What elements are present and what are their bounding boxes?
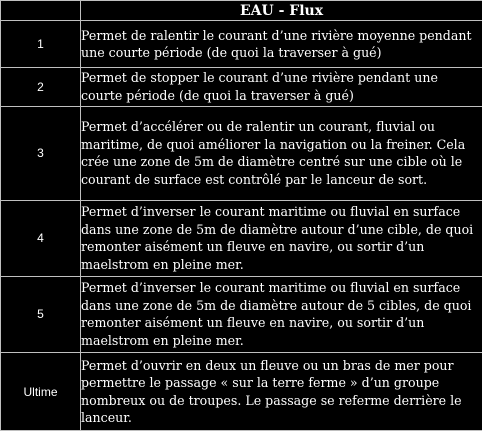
- description-cell: Permet d’inverser le courant maritime ou fluvial en surface dans une zone de 5m de diamètre autour de 5 cibles, de quoi remonter aisément un fleuve en navire, ou sortir d’un maelstrom en pleine mer.: [81, 276, 482, 353]
- level-cell: 1: [1, 21, 81, 68]
- description-cell: Permet d’inverser le courant maritime ou fluvial en surface dans une zone de 5m de diamètre autour d’une cible, de quoi remonter aisément un fleuve en navire, ou sortir d’un maelstrom en pleine mer.: [81, 200, 482, 276]
- description-cell: Permet d’ouvrir en deux un fleuve ou un bras de mer pour permettre le passage « sur la terre ferme » d’un groupe nombreux ou de troupes. Le passage se referme derrière le lanceur.: [81, 353, 482, 431]
- level-cell: 3: [1, 106, 81, 200]
- description-cell: Permet de stopper le courant d’une rivière pendant une courte période (de quoi la traverser à gué): [81, 68, 482, 107]
- table-row: [1, 106, 482, 200]
- level-cell: 2: [1, 68, 81, 107]
- header-corner-cell: [1, 1, 81, 21]
- table-row: [1, 21, 482, 68]
- table-row: [1, 68, 482, 107]
- table-header-row: [1, 1, 482, 21]
- level-cell: Ultime: [1, 353, 81, 431]
- table-row: [1, 200, 482, 276]
- description-cell: Permet de ralentir le courant d’une rivière moyenne pendant une courte période (de quoi la traverser à gué): [81, 21, 482, 68]
- description-cell: Permet d’accélérer ou de ralentir un courant, fluvial ou maritime, de quoi améliorer la navigation ou la freiner. Cela crée une zone de 5m de diamètre centré sur une cible où le courant de surface est contrôlé par le lanceur de sort.: [81, 106, 482, 200]
- level-cell: 4: [1, 200, 81, 276]
- level-cell: 5: [1, 276, 81, 353]
- table-title: EAU - Flux: [81, 1, 482, 21]
- table-row: [1, 276, 482, 353]
- table-row: [1, 353, 482, 431]
